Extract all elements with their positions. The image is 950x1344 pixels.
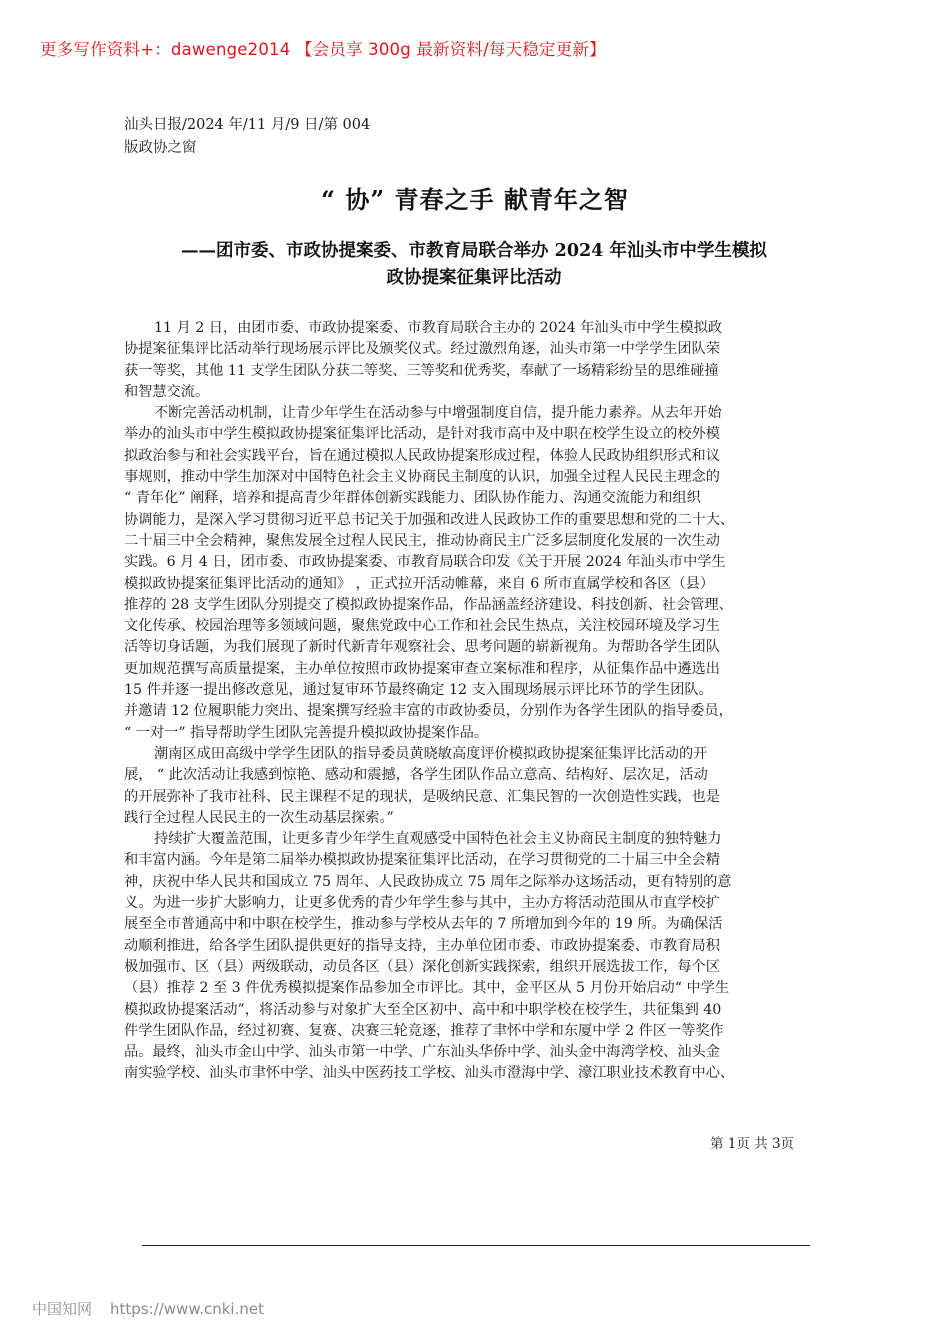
body-line: 获一等奖，其他 11 支学生团队分获二等奖、三等奖和优秀奖，奉献了一场精彩纷呈的思维碰撞: [124, 362, 719, 379]
body-line: 文化传承、校园治理等多领域问题，聚焦党政中心工作和社会民生热点，关注校园环境及学习生: [124, 618, 720, 635]
body-line: 和智慧交流。: [124, 383, 210, 400]
watermark-name: 中国知网: [32, 1300, 93, 1318]
body-line: 践行全过程人民民主的一次生动基层探索。”: [124, 809, 394, 826]
body-line: 南实验学校、汕头市聿怀中学、汕头中医药技工学校、汕头市澄海中学、濠江职业技术教育中心、: [124, 1065, 735, 1082]
body-line: 15 件并逐一提出修改意见，通过复审环节最终确定 12 支入围现场展示评比环节的学生团队。: [124, 682, 713, 699]
body-line: 和丰富内涵。今年是第二届举办模拟政协提案征集评比活动，在学习贯彻党的二十届三中全会精: [124, 852, 720, 869]
body-line: “ 一对一” 指导帮助学生团队完善提升模拟政协提案作品。: [124, 724, 489, 741]
body-line: 实践。6 月 4 日，团市委、市政协提案委、市教育局联合印发《关于开展 2024 年汕头市中学生: [124, 554, 726, 571]
body-line: 推荐的 28 支学生团队分别提交了模拟政协提案作品，作品涵盖经济建设、科技创新、社会管理、: [124, 596, 733, 613]
body-line: 协提案征集评比活动举行现场展示评比及颁奖仪式。经过激烈角逐，汕头市第一中学学生团队荣: [124, 341, 720, 358]
body-line: 潮南区成田高级中学学生团队的指导委员黄晓敏高度评价模拟政协提案征集评比活动的开: [154, 745, 708, 762]
body-line: 协调能力，是深入学习贯彻习近平总书记关于加强和改进人民政协工作的重要思想和党的二十大、: [124, 511, 735, 528]
body-line: 持续扩大覆盖范围，让更多青少年学生直观感受中国特色社会主义协商民主制度的独特魅力: [154, 831, 722, 848]
body-line: 极加强市、区（县）两级联动，动员各区（县）深化创新实践探索，组织开展选拔工作，每个区: [124, 958, 720, 975]
article-subtitle: [124, 238, 824, 292]
body-line: 模拟政协提案活动”，将活动参与对象扩大至全区初中、高中和中职学校在校学生，共征集到 40: [124, 1001, 722, 1018]
watermark-url: https://www.cnki.net: [110, 1300, 264, 1318]
source-info: [124, 114, 370, 160]
body-line: 举办的汕头市中学生模拟政协提案征集评比活动，是针对我市高中及中职在校学生设立的校外模: [124, 426, 720, 443]
subtitle-line-1: ——团市委、市政协提案委、市教育局联合举办 2024 年汕头市中学生模拟: [181, 241, 767, 261]
body-line: 活等切身话题，为我们展现了新时代新青年观察社会、思考问题的崭新视角。为帮助各学生团队: [124, 639, 720, 656]
footer-divider: [142, 1245, 810, 1246]
body-line: （县）推荐 2 至 3 件优秀模拟提案作品参加全市评比。其中，金平区从 5 月份开始启动“ 中学生: [124, 980, 730, 997]
body-line: 并邀请 12 位履职能力突出、提案撰写经验丰富的市政协委员，分别作为各学生团队的指导委员，: [124, 703, 733, 720]
body-line: 神，庆祝中华人民共和国成立 75 周年、人民政协成立 75 周年之际举办这场活动，更有特别的意: [124, 873, 732, 890]
body-line: 展， “ 此次活动让我感到惊艳、感动和震撼，各学生团队作品立意高、结构好、层次足，活动: [124, 767, 708, 784]
body-line: 件学生团队作品，经过初赛、复赛、决赛三轮竞逐，推荐了聿怀中学和东厦中学 2 件区一等奖作: [124, 1022, 724, 1039]
source-line-1: 汕头日报/2024 年/11 月/9 日/第 004: [124, 117, 371, 133]
body-line: 展至全市普通高中和中职在校学生，推动参与学校从去年的 7 所增加到今年的 19 所。为确保活: [124, 916, 723, 933]
cnki-watermark: [32, 1298, 264, 1319]
body-line: 不断完善活动机制，让青少年学生在活动参与中增强制度自信，提升能力素养。从去年开始: [154, 405, 722, 422]
body-line: “ 青年化” 阐释，培养和提高青少年群体创新实践能力、团队协作能力、沟通交流能力和组织: [124, 490, 701, 507]
article-body: [124, 318, 829, 1085]
page-indicator: 第 1页 共 3页: [710, 1136, 795, 1152]
body-line: 事规则，推动中学生加深对中国特色社会主义协商民主制度的认识，加强全过程人民民主理念的: [124, 469, 720, 486]
subtitle-line-2: 政协提案征集评比活动: [386, 268, 562, 288]
body-line: 模拟政协提案征集评比活动的通知》 ，正式拉开活动帷幕，来自 6 所市直属学校和各区（县）: [124, 575, 715, 592]
promo-banner: 更多写作资料+：dawenge2014 【会员享 300g 最新资料/每天稳定更新】: [40, 40, 606, 59]
body-line: 更加规范撰写高质量提案，主办单位按照市政协提案审查立案标准和程序，从征集作品中遴选出: [124, 660, 720, 677]
body-line: 拟政治参与和社会实践平台，旨在通过模拟人民政协提案形成过程，体验人民政协组织形式和议: [124, 447, 720, 464]
body-line: 义。为进一步扩大影响力，让更多优秀的青少年学生参与其中，主办方将活动范围从市直学校扩: [124, 895, 720, 912]
body-line: 动顺利推进，给各学生团队提供更好的指导支持，主办单位团市委、市政协提案委、市教育局积: [124, 937, 720, 954]
body-line: 11 月 2 日，由团市委、市政协提案委、市教育局联合主办的 2024 年汕头市中学生模拟政: [154, 320, 723, 336]
body-line: 品。最终，汕头市金山中学、汕头市第一中学、广东汕头华侨中学、汕头金中海湾学校、汕头金: [124, 1044, 720, 1061]
article-title: “ 协” 青春之手 献青年之智: [321, 185, 629, 214]
body-line: 二十届三中全会精神，聚焦发展全过程人民民主，推动协商民主广泛多层制度化发展的一次生动: [124, 532, 720, 549]
source-line-2: 版政协之窗: [124, 140, 197, 156]
body-line: 的开展弥补了我市社科、民主课程不足的现状，是吸纳民意、汇集民智的一次创造性实践，也是: [124, 788, 720, 805]
